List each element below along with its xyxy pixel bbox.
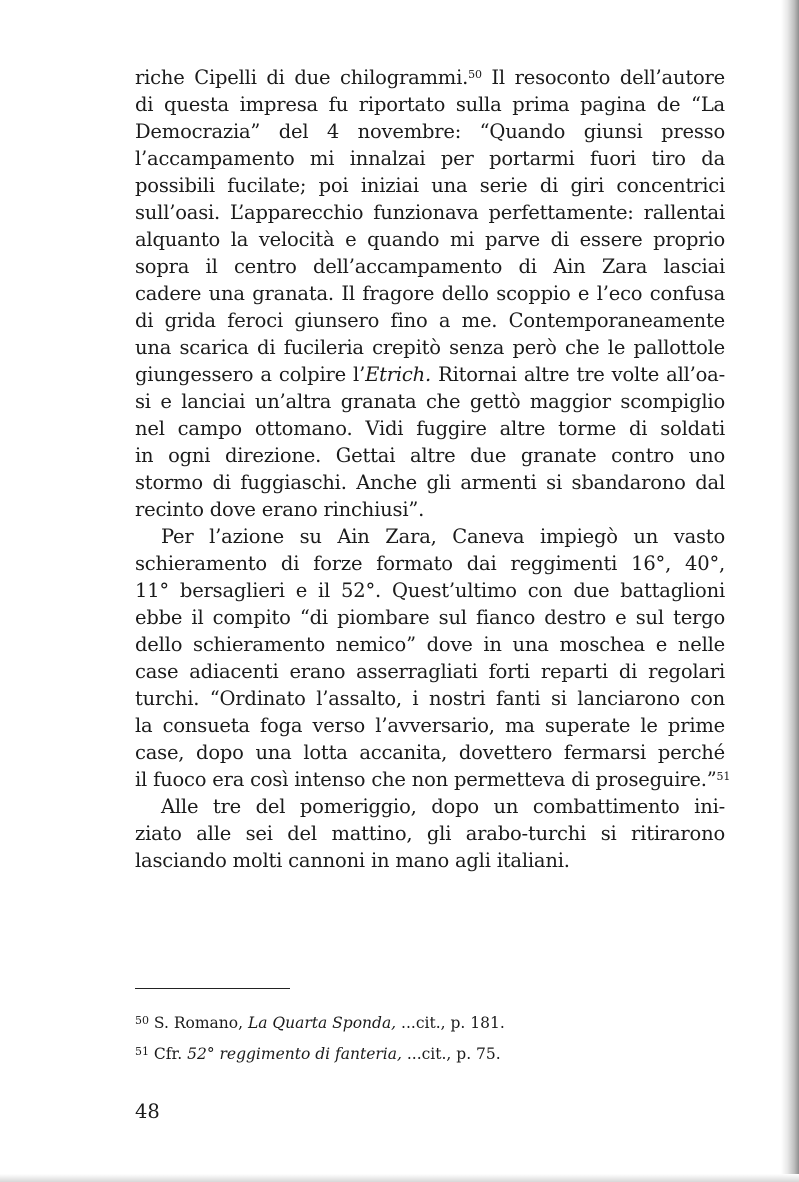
text-span: ebbe il compito “di piombare sul fianco destro e sul tergo [135, 606, 725, 629]
text-span: nel campo ottomano. Vidi fuggire altre torme di soldati [135, 417, 725, 440]
text-span: possibili fucilate; poi iniziai una serie di giri concentrici [135, 174, 725, 197]
text-line [135, 658, 725, 685]
text-span: stormo di fuggiaschi. Anche gli armenti si sbandarono dal [135, 471, 725, 494]
text-line [135, 631, 725, 658]
text-line [135, 145, 725, 172]
text-span: riche Cipelli di due chilogrammi. [135, 66, 469, 89]
text-line [135, 388, 725, 415]
text-line [135, 766, 731, 793]
italic-span: Etrich. [365, 363, 432, 386]
text-span: alquanto la velocità e quando mi parve di essere proprio [135, 228, 725, 251]
text-span: recinto dove erano rinchiusi”. [135, 498, 425, 521]
page-number: 48 [135, 1100, 160, 1123]
footnote-title: La Quarta Sponda, [247, 1014, 397, 1032]
text-line [135, 172, 725, 199]
text-span: case, dopo una lotta accanita, dovettero fermarsi perché [135, 741, 725, 764]
text-span: giungessero a colpire l’ [135, 363, 366, 386]
footnote-number: 51 [135, 1045, 149, 1058]
text-span: in ogni direzione. Gettai altre due granate contro uno [135, 444, 725, 467]
text-line [135, 523, 725, 550]
text-span: Per l’azione su Ain Zara, Caneva impiegò un vasto [161, 525, 725, 548]
text-span: di grida feroci giunsero fino a me. Contemporaneamente [135, 309, 725, 332]
text-line [135, 64, 725, 91]
text-line [135, 442, 725, 469]
text-span: sull’oasi. L’apparecchio funzionava perfettamente: rallentai [135, 201, 725, 224]
text-span: l’accampamento mi innalzai per portarmi fuori tiro da [135, 147, 725, 170]
text-span: si e lanciai un’altra granata che gettò maggior scompiglio [135, 390, 725, 413]
text-line [135, 307, 725, 334]
text-line [135, 415, 725, 442]
footnote-title: 52° reggimento di fanteria, [187, 1045, 402, 1063]
footnote-text: Cfr. [149, 1045, 188, 1063]
text-span: di questa impresa fu riportato sulla prima pagina de “La [135, 93, 725, 116]
footnote-separator [135, 988, 290, 989]
footnote-reference: 50 [468, 68, 482, 81]
text-line [135, 793, 725, 820]
text-line [135, 820, 725, 847]
text-span: cadere una granata. Il fragore dello scoppio e l’eco confusa [135, 282, 725, 305]
text-line [135, 226, 725, 253]
text-line [135, 199, 725, 226]
footnote-text: S. Romano, [149, 1014, 248, 1032]
text-line [135, 739, 725, 766]
text-line [135, 550, 725, 577]
text-span: sopra il centro dell’accampamento di Ain Zara lasciai [135, 255, 725, 278]
footnote-50 [135, 1008, 725, 1039]
text-span: schieramento di forze formato dai reggimenti 16°, 40°, [135, 552, 725, 575]
text-span: case adiacenti erano asserragliati forti reparti di regolari [135, 660, 725, 683]
text-line [135, 685, 725, 712]
page-bottom-edge [0, 1174, 799, 1182]
body-text [135, 64, 731, 874]
text-line [135, 118, 725, 145]
text-line [135, 577, 725, 604]
page-edge-shadow [781, 0, 799, 1182]
text-span: Democrazia” del 4 novembre: “Quando giunsi presso [135, 120, 725, 143]
text-span: Ritornai altre tre volte all’oa- [431, 363, 725, 386]
text-span: la consueta foga verso l’avversario, ma superate le prime [135, 714, 725, 737]
text-span: il fuoco era così intenso che non permetteva di proseguire.” [135, 768, 717, 791]
footnote-number: 50 [135, 1014, 149, 1027]
text-line [135, 280, 725, 307]
text-line [135, 91, 725, 118]
footnote-reference: 51 [716, 770, 731, 783]
text-span: Alle tre del pomeriggio, dopo un combattimento ini- [161, 795, 725, 818]
text-span: lasciando molti cannoni in mano agli italiani. [135, 849, 570, 872]
text-span: 11° bersaglieri e il 52°. Quest’ultimo con due battaglioni [135, 579, 725, 602]
text-span: ziato alle sei del mattino, gli arabo-turchi si ritirarono [135, 822, 725, 845]
footnote-51 [135, 1039, 725, 1070]
footnotes [135, 1008, 725, 1070]
text-line [135, 361, 725, 388]
text-line [135, 334, 725, 361]
text-span: Il resoconto dell’autore [481, 66, 725, 89]
text-line [135, 604, 725, 631]
text-line [135, 496, 725, 523]
text-span: dello schieramento nemico” dove in una moschea e nelle [135, 633, 725, 656]
text-line [135, 469, 725, 496]
text-span: una scarica di fucileria crepitò senza però che le pallottole [135, 336, 725, 359]
text-line [135, 712, 725, 739]
text-line [135, 847, 725, 874]
footnote-text: ...cit., p. 75. [401, 1045, 501, 1063]
footnote-text: ...cit., p. 181. [396, 1014, 505, 1032]
text-span: turchi. “Ordinato l’assalto, i nostri fanti si lanciarono con [135, 687, 725, 710]
text-line [135, 253, 725, 280]
